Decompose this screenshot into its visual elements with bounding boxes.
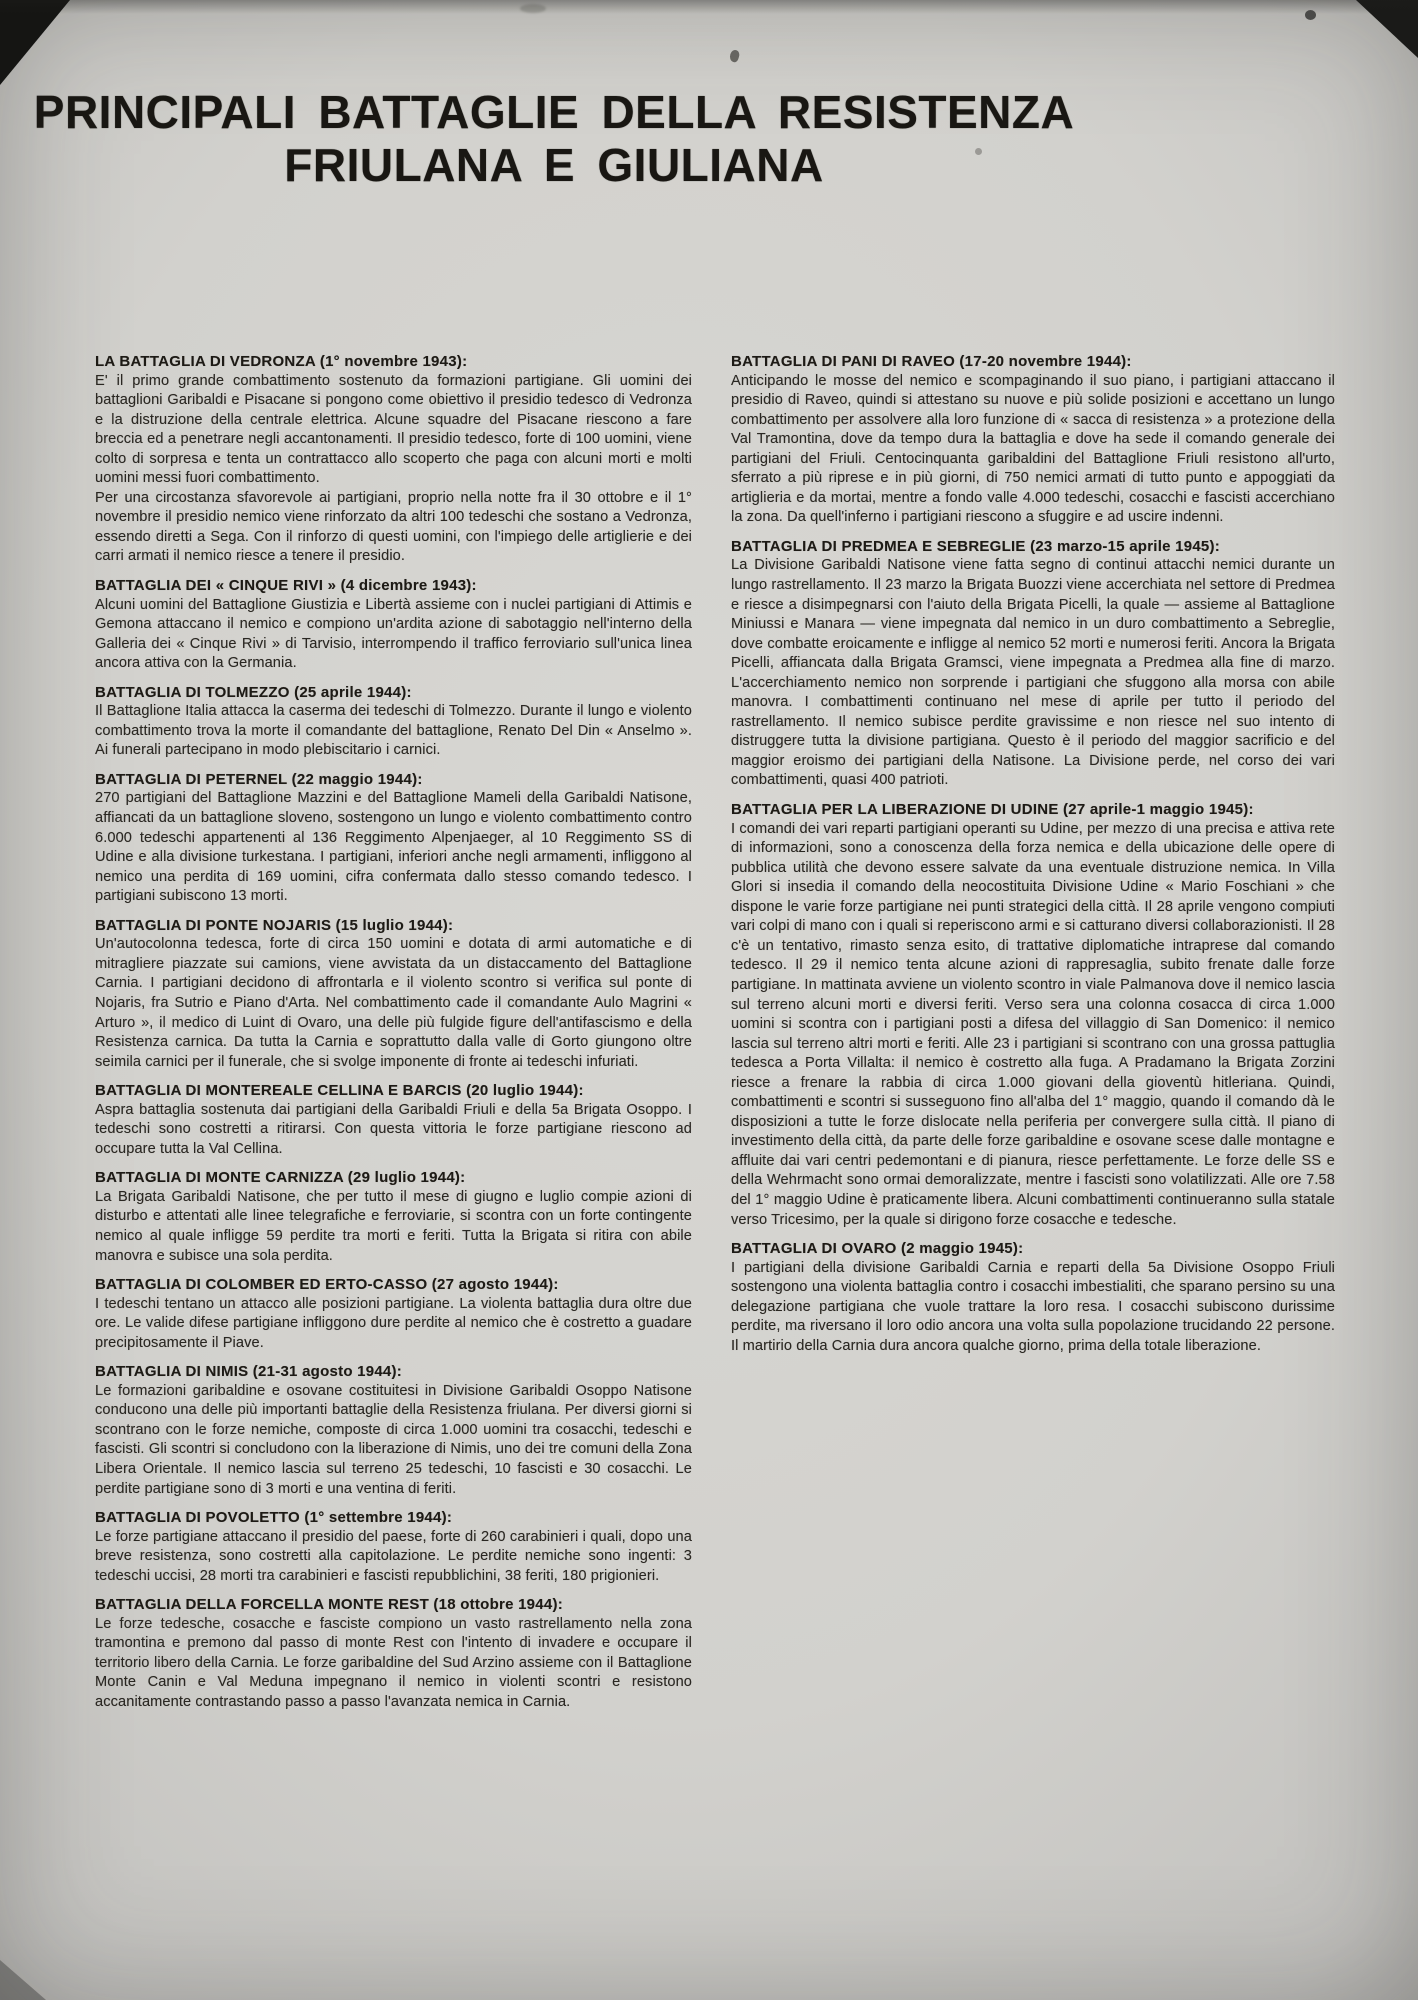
battle-section: [95, 683, 692, 761]
battle-section: [731, 800, 1335, 1230]
scan-blemish: [520, 4, 546, 13]
battle-paragraph: Alcuni uomini del Battaglione Giustizia e Libertà assieme con i nuclei partigiani di Attimis e Gemona attaccano il nemico e compiono un'ardita azione di sabotaggio nell'interno della Galleria dei « Cinque Rivi » di Tarvisio, interrompendo il traffico ferroviario sull'unica linea ancora attiva con la Germania.: [95, 596, 692, 672]
battle-section: [731, 537, 1335, 791]
battle-section: [95, 576, 692, 674]
battle-heading: BATTAGLIA PER LA LIBERAZIONE DI UDINE (27 aprile-1 maggio 1945):: [731, 801, 1254, 819]
text-column-left: [95, 352, 692, 1713]
battle-section: [95, 916, 692, 1072]
battle-paragraph: Anticipando le mosse del nemico e scompaginando il suo piano, i partigiani attaccano il presidio di Raveo, quindi si attestano su nuove e più solide posizioni e accettano un lungo combattimento per assolvere alla loro funzione di « sacca di resistenza » a protezione della Val Tramontina, dove da tempo dura la battaglia e dove ha sede il comando generale dei partigiani del Friuli. Centocinquanta garibaldini del Battaglione Friuli resistono all'urto, sferrato a più riprese e in più giorni, di 750 nemici armati di tutto punto e appoggiati da artiglieria e da mortai, mentre a fondo valle 4.000 tedeschi, cosacchi e fascisti accerchiano la zona. Da quell'inferno i partigiani riescono a sfuggire e ad uscire indenni.: [731, 372, 1335, 526]
battle-section: [95, 1595, 692, 1712]
battle-paragraph: Le forze tedesche, cosacche e fasciste compiono un vasto rastrellamento nella zona tramontina e premono dal passo di monte Rest con l'intento di invadere e occupare il territorio libero della Carnia. Le forze garibaldine del Sud Arzino assieme con il Battaglione Monte Canin e Val Meduna impegnano il nemico in violenti scontri e resistono accanitamente contrastando passo a passo l'avanzata nemica in Carnia.: [95, 1615, 692, 1710]
battle-heading: BATTAGLIA DI TOLMEZZO (25 aprile 1944):: [95, 683, 412, 701]
battle-paragraph: I comandi dei vari reparti partigiani operanti su Udine, per mezzo di una precisa e attiva rete di informazioni, sono a conoscenza della forza nemica e della ubicazione delle opere di pubblica utilità che devono essere salvate da una eventuale distruzione nemica. In Villa Glori si insedia il comando della neocostituita Divisione Udine « Mario Foschiani » che dispone le varie forze partigiane nei punti strategici della città. Il 28 aprile vengono compiuti vari colpi di mano con i quali si reperiscono armi e si catturano diversi collaborazionisti. Il 28 c'è un tentativo, rimasto senza esito, di trattative diplomatiche intraprese dal comando tedesco. Il 29 il nemico tenta alcune azioni di rappresaglia, subito frenate dalle forze partigiane. In mattinata avviene un violento scontro in viale Palmanova dove il nemico lascia sul terreno alcuni morti e diversi feriti. Verso sera una colonna cosacca di circa 1.000 uomini si scontra con i partigiani posti a difesa del villaggio di San Domenico: il nemico lascia sul terreno altri morti e feriti. Alle 23 i partigiani si scontrano con una grossa pattuglia tedesca a Porta Villalta: il nemico è costretto alla fuga. A Pradamano la Brigata Zorzini riesce a frenare la rabbia di circa 1.000 giovani della gioventù hitleriana. Quindi, combattimenti e scontri si susseguono fino all'alba del 1° maggio, quando il comando dà le disposizioni a tutte le forze dislocate nella periferia per convergere sulla città. Il piano di investimento della città, da parte delle forze garibaldine e osovane scese dalle montagne e affluite dai vari centri pedemontani e di pianura, riesce perfettamente. Le forze delle SS e della Wehrmacht sono ormai demoralizzate, mentre i fascisti sono volatilizzati. Alle ore 7.58 del 1° maggio Udine è praticamente libera. Alcuni combattimenti continueranno sulla statale verso Tricesimo, per la quale si dirigono forze cosacche e tedesche.: [731, 820, 1335, 1228]
battle-paragraph: Il Battaglione Italia attacca la caserma dei tedeschi di Tolmezzo. Durante il lungo e violento combattimento trova la morte il comandante del battaglione, Renato Del Din « Anselmo ». Ai funerali partecipano in modo plebiscitario i carnici.: [95, 703, 692, 759]
battle-paragraph: 270 partigiani del Battaglione Mazzini e del Battaglione Mameli della Garibaldi Natisone, affiancati da un battaglione sloveno, sostengono un lungo e violento combattimento contro 6.000 tedeschi appartenenti al 136 Reggimento Alpenjaeger, al 10 Reggimento SS di Udine e alla divisione turkestana. I partigiani, inferiori anche negli armamenti, infliggono al nemico una perdita di 169 uomini, cifra confermata dallo stesso comando tedesco. I partigiani subiscono 13 morti.: [95, 790, 692, 905]
battle-paragraph: I tedeschi tentano un attacco alle posizioni partigiane. La violenta battaglia dura oltre due ore. Le valide difese partigiane infliggono dure perdite al nemico che è costretto a guadare precipitosamente il Piave.: [95, 1295, 692, 1351]
page-title: [0, 86, 1108, 192]
battle-paragraph: Aspra battaglia sostenuta dai partigiani della Garibaldi Friuli e della 5a Brigata Osoppo. I tedeschi sono costretti a ritirarsi. Con questa vittoria le forze partigiane riescono ad occupare tutta la Val Cellina.: [95, 1101, 692, 1157]
battle-section: [95, 1508, 692, 1586]
battle-heading: BATTAGLIA DI PETERNEL (22 maggio 1944):: [95, 770, 423, 788]
battle-heading: BATTAGLIA DI OVARO (2 maggio 1945):: [731, 1240, 1024, 1258]
battle-paragraph: Per una circostanza sfavorevole ai partigiani, proprio nella notte fra il 30 ottobre e il 1° novembre il presidio nemico viene rinforzato da altri 100 tedeschi che sostano a Vedronza, essendo diretti a Sega. Con il rinforzo di questi uomini, con l'impiego delle artiglierie e dei carri armati il nemico riesce a tenere il presidio.: [95, 489, 692, 565]
battle-section: [731, 1239, 1335, 1356]
battle-paragraph: Un'autocolonna tedesca, forte di circa 150 uomini e dotata di armi automatiche e di mitragliere piazzate sui camions, viene avvistata da un distaccamento del Battaglione Carnia. I partigiani decidono di affrontarla e il violento scontro si verifica sul ponte di Nojaris, fra Sutrio e Piano d'Arta. Nel combattimento cade il comandante Aulo Magrini « Arturo », il medico di Luint di Ovaro, una delle più fulgide figure dell'antifascismo e della Resistenza carnica. Da tutta la Carnia e soprattutto dalla valle di Gorto giungono oltre seimila carnici per il funerale, che si svolge imponente di fronte ai tedeschi infuriati.: [95, 936, 692, 1070]
page-title-line2: FRIULANA E GIULIANA: [284, 139, 824, 191]
battle-heading: BATTAGLIA DI PREDMEA E SEBREGLIE (23 marzo-15 aprile 1945):: [731, 537, 1221, 555]
battle-section: [95, 1275, 692, 1353]
battle-heading: LA BATTAGLIA DI VEDRONZA (1° novembre 1943):: [95, 353, 468, 370]
battle-section: [95, 770, 692, 907]
battle-paragraph: I partigiani della divisione Garibaldi Carnia e reparti della 5a Divisione Osoppo Friuli sostengono una violenta battaglia contro i cosacchi imbestialiti, che sparano persino su una delegazione partigiana che vuole trattare la loro resa. I cosacchi subiscono durissime perdite, ma riversano il loro odio ancora una volta sulla popolazione trucidando 22 persone. Il martirio della Carnia dura ancora qualche giorno, prima della totale liberazione.: [731, 1259, 1335, 1354]
scan-blemish: [728, 49, 740, 63]
battle-paragraph: La Brigata Garibaldi Natisone, che per tutto il mese di giugno e luglio compie azioni di disturbo e attentati alle linee telegrafiche e ferroviarie, si scontra con un forte contingente nemico al quale infligge 59 perdite tra morti e feriti. Tutta la Brigata si ritira con abile manovra e subisce una sola perdita.: [95, 1188, 692, 1264]
battle-paragraph: Le formazioni garibaldine e osovane costituitesi in Divisione Garibaldi Osoppo Natisone conducono una delle più importanti battaglie della Resistenza friulana. Per diversi giorni si scontrano con le forze nemiche, composte di circa 1.000 uomini tra cosacchi, tedeschi e fascisti. Gli scontri si concludono con la liberazione di Nimis, uno dei tre comuni della Zona Libera Orientale. Il nemico lascia sul terreno 25 tedeschi, 10 fascisti e 30 cosacchi. Le perdite partigiane sono di 3 morti e una ventina di feriti.: [95, 1382, 692, 1497]
battle-section: [95, 352, 692, 567]
battle-heading: BATTAGLIA DELLA FORCELLA MONTE REST (18 ottobre 1944):: [95, 1596, 563, 1614]
battle-paragraph: E' il primo grande combattimento sostenuto da formazioni partigiane. Gli uomini dei battaglioni Garibaldi e Pisacane si pongono come obiettivo il presidio tedesco di Vedronza e la distruzione della centrale elettrica. Alcune squadre del Pisacane riescono a fare breccia ed a penetrare negli accantonamenti. Il presidio tedesco, forte di 100 uomini, viene colto di sorpresa e tenta un contrattacco allo scoperto che paga con alcuni morti e molti uomini messi fuori combattimento.: [95, 372, 692, 487]
battle-heading: BATTAGLIA DI PONTE NOJARIS (15 luglio 1944):: [95, 916, 454, 934]
text-column-right: [731, 352, 1335, 1356]
battle-section: [95, 1362, 692, 1499]
battle-heading: BATTAGLIA DI NIMIS (21-31 agosto 1944):: [95, 1363, 403, 1381]
battle-heading: BATTAGLIA DI PANI DI RAVEO (17-20 novembre 1944):: [731, 353, 1132, 370]
battle-heading: BATTAGLIA DI COLOMBER ED ERTO-CASSO (27 agosto 1944):: [95, 1276, 559, 1294]
scan-corner-bottom-left: [0, 1960, 46, 2000]
battle-section: [95, 1081, 692, 1159]
scan-edge-shadow: [0, 0, 1418, 14]
battle-heading: BATTAGLIA DEI « CINQUE RIVI » (4 dicembre 1943):: [95, 577, 477, 595]
battle-section: [95, 1168, 692, 1266]
scan-blemish: [1305, 10, 1316, 20]
battle-heading: BATTAGLIA DI MONTEREALE CELLINA E BARCIS (20 luglio 1944):: [95, 1082, 584, 1100]
battle-heading: BATTAGLIA DI POVOLETTO (1° settembre 1944):: [95, 1509, 453, 1527]
battle-paragraph: Le forze partigiane attaccano il presidio del paese, forte di 260 carabinieri i quali, dopo una breve resistenza, sono costretti alla capitolazione. Le perdite nemiche sono ingenti: 3 tedeschi uccisi, 28 morti tra carabinieri e fascisti repubblichini, 38 feriti, 180 prigionieri.: [95, 1528, 692, 1584]
battle-section: [731, 352, 1335, 528]
battle-heading: BATTAGLIA DI MONTE CARNIZZA (29 luglio 1944):: [95, 1169, 466, 1187]
battle-paragraph: La Divisione Garibaldi Natisone viene fatta segno di continui attacchi nemici durante un lungo rastrellamento. Il 23 marzo la Brigata Buozzi viene accerchiata nel settore di Predmea e riesce a disimpegnarsi con l'aiuto della Brigata Picelli, la quale — assieme al Battaglione Miniussi e Manara — viene impegnata dal nemico in un duro combattimento a Sebreglie, dove combatte eroicamente e infligge al nemico 52 morti e numerosi feriti. Ancora la Brigata Picelli, affiancata dalla Brigata Gramsci, viene impegnata a Predmea alla fine di marzo. L'accerchiamento nemico non sorprende i partigiani che sfuggono alla morsa con abile manovra. I combattimenti continuano nel mese di aprile per tutto il periodo del rastrellamento. Il nemico subisce perdite gravissime e non riesce nel suo intento di distruggere tutta la divisione partigiana. Questo è il periodo del maggior sacrificio e del maggior eroismo dei partigiani della Natisone. La Divisione perde, nel corso dei vari combattimenti, quasi 400 patrioti.: [731, 557, 1335, 789]
page-title-line1: PRINCIPALI BATTAGLIE DELLA RESISTENZA: [33, 86, 1075, 138]
